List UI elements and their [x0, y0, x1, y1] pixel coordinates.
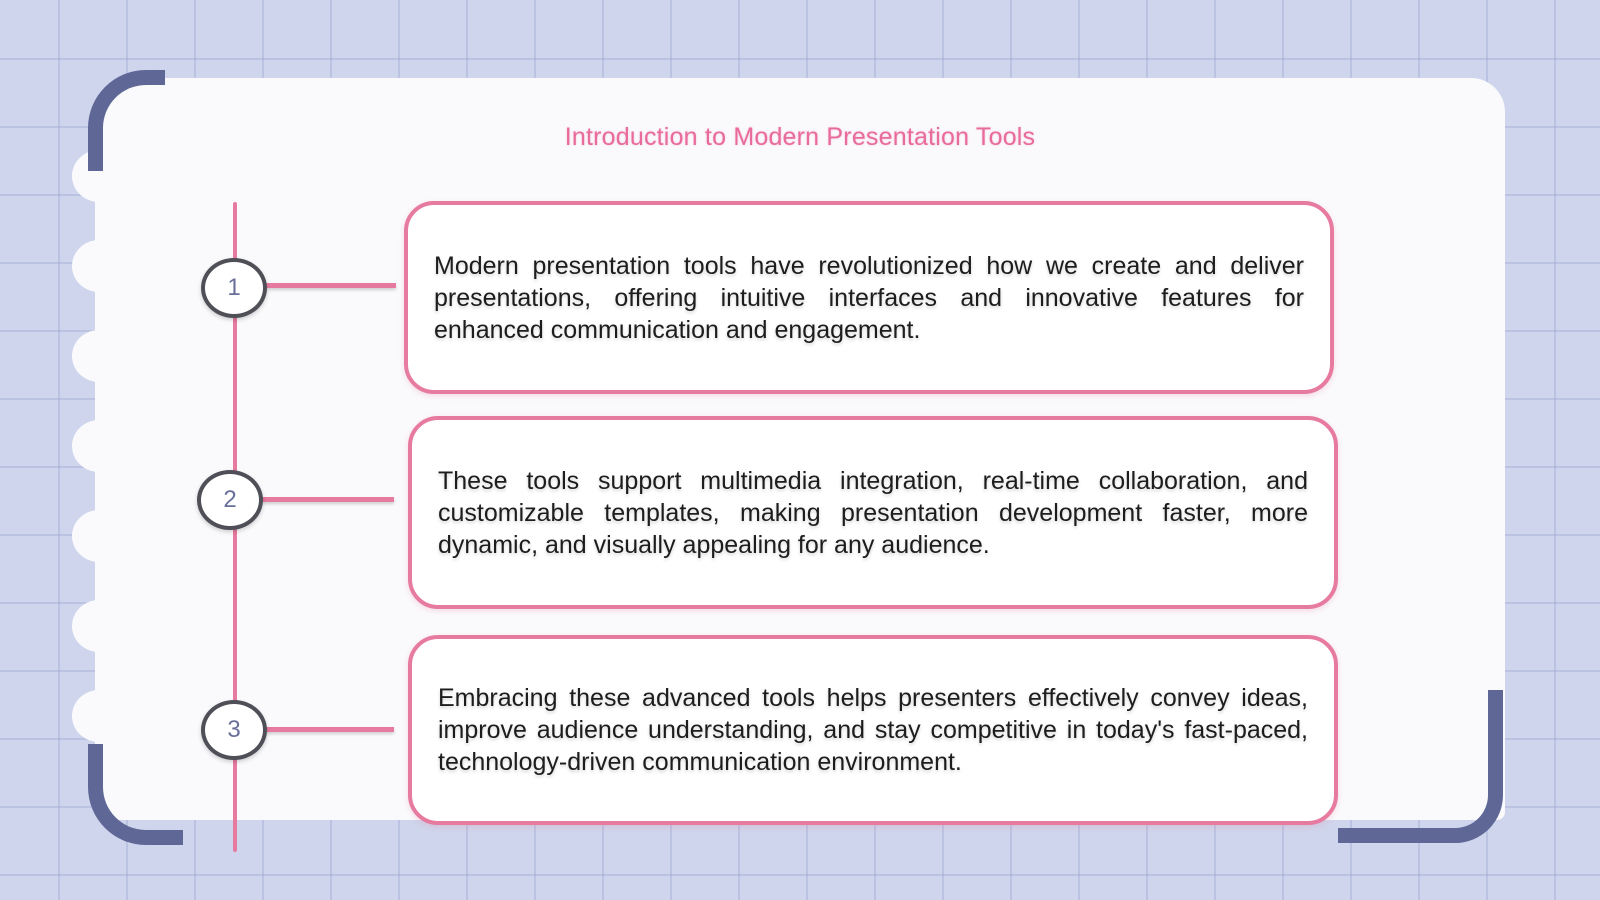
step-number: 3: [227, 716, 241, 743]
info-card-text: These tools support multimedia integration, real-time collaboration, and customizable templates, making presentation development faster, more dynamic, and visually appealing for any audience.: [438, 466, 1308, 559]
step-number-badge: [201, 700, 267, 760]
info-card-text: Embracing these advanced tools helps presenters effectively convey ideas, improve audience understanding, and stay competitive in today's fast-paced, technology-driven communication environment.: [438, 684, 1308, 776]
timeline-connector: [266, 727, 394, 732]
paper-tear-edge: [72, 330, 126, 382]
timeline-connector: [262, 497, 394, 502]
corner-bracket-bottom-left: [88, 744, 183, 845]
timeline-connector: [266, 283, 396, 288]
paper-tear-edge: [72, 600, 126, 652]
info-card: [404, 201, 1334, 394]
step-number: 2: [223, 486, 237, 513]
slide-title: Introduction to Modern Presentation Tools: [564, 123, 1036, 151]
paper-tear-edge: [72, 420, 126, 472]
corner-bracket-bottom-right: [1338, 690, 1503, 843]
info-card-text: Modern presentation tools have revolutionized how we create and deliver presentations, offering intuitive interfaces and innovative features for enhanced communication and engagement.: [434, 251, 1304, 344]
step-number-badge: [197, 470, 263, 530]
info-card: [408, 635, 1338, 825]
paper-tear-edge: [72, 240, 126, 292]
paper-tear-edge: [72, 510, 126, 562]
step-number-badge: [201, 258, 267, 318]
info-card: [408, 416, 1338, 609]
paper-tear-edge: [72, 690, 126, 742]
corner-bracket-top-left: [88, 70, 165, 171]
step-number: 1: [227, 274, 241, 301]
